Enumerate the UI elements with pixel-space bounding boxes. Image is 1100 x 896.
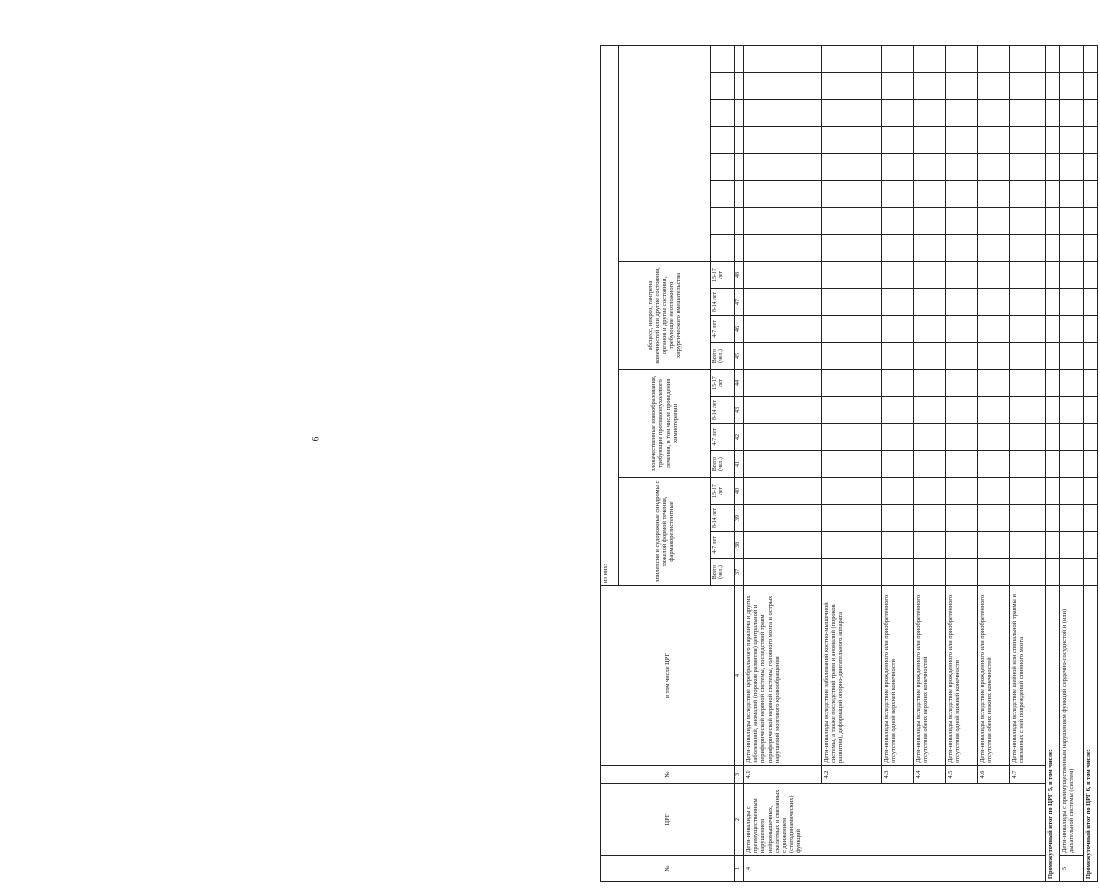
- sub-total: Всего (чел.): [711, 559, 735, 586]
- sub-4-7: 4-7 лет: [711, 316, 735, 343]
- empty-cell: [711, 127, 735, 154]
- sub-4-7: 4-7 лет: [711, 532, 735, 559]
- empty-cell: [914, 397, 946, 424]
- empty-cell: [744, 478, 822, 505]
- empty-cell: [1084, 127, 1098, 154]
- empty-cell: [711, 208, 735, 235]
- col-number: 1: [735, 856, 744, 882]
- empty-cell: [946, 73, 978, 100]
- empty-cell: [711, 154, 735, 181]
- empty-cell: [1084, 235, 1098, 262]
- empty-cell: [978, 559, 1010, 586]
- empty-cell: [1084, 451, 1098, 478]
- header-group-epilepsy: эпилепсия и судорожные синдромы с тяжелой формой течения, фармакорезистентные: [619, 478, 711, 586]
- empty-cell: [882, 73, 914, 100]
- empty-cell: [1046, 45, 1060, 72]
- col-number: 45: [735, 343, 744, 370]
- empty-cell: [744, 73, 822, 100]
- empty-cell: [1060, 100, 1084, 127]
- empty-cell: [946, 370, 978, 397]
- sub-8-14: 8-14 лет: [711, 505, 735, 532]
- empty-cell: [1060, 451, 1084, 478]
- col-number: 46: [735, 316, 744, 343]
- empty-cell: [1010, 289, 1046, 316]
- empty-cell: [914, 73, 946, 100]
- empty-cell: [978, 532, 1010, 559]
- empty-cell: [946, 478, 978, 505]
- empty-cell: [978, 154, 1010, 181]
- row-sub: 4.6: [978, 766, 1010, 784]
- header-crg: ЦРГ: [601, 784, 735, 856]
- empty-cell: [822, 289, 882, 316]
- empty-cell: [946, 451, 978, 478]
- empty-cell: [1060, 370, 1084, 397]
- empty-cell: [1010, 370, 1046, 397]
- empty-cell: [1046, 154, 1060, 181]
- empty-cell: [1010, 127, 1046, 154]
- empty-cell: [1046, 100, 1060, 127]
- empty-cell: [882, 559, 914, 586]
- table-row-5: [1060, 45, 1084, 881]
- empty-cell: [978, 127, 1010, 154]
- row-sub: 4.3: [882, 766, 914, 784]
- empty-cell: [1084, 262, 1098, 289]
- empty-cell: [1060, 262, 1084, 289]
- subtotal-row-6-label: Промежуточный итог по ЦРГ 6, в том числе:: [1084, 586, 1098, 882]
- col-number: 39: [735, 505, 744, 532]
- empty-cell: [1060, 45, 1084, 72]
- empty-cell: [744, 451, 822, 478]
- empty-cell: [1010, 181, 1046, 208]
- row-text: Дети-инвалиды вследствие церебрального паралича и других заболеваний, аномалий (пороков развития) центральной и периферической нервной системы, последствий травм периферической нервной системы, головного мозга и острых нарушений мозгового кровообращения: [744, 586, 822, 766]
- empty-cell: [1010, 100, 1046, 127]
- empty-cell: [1010, 505, 1046, 532]
- empty-cell: [1084, 73, 1098, 100]
- empty-cell: [744, 397, 822, 424]
- empty-cell: [1046, 343, 1060, 370]
- empty-cell: [946, 505, 978, 532]
- empty-cell: [882, 208, 914, 235]
- empty-cell: [914, 370, 946, 397]
- empty-cell: [711, 73, 735, 100]
- empty-cell: [978, 235, 1010, 262]
- empty-cell: [946, 181, 978, 208]
- empty-cell: [946, 45, 978, 72]
- empty-cell: [1046, 289, 1060, 316]
- empty-cell: [1060, 343, 1084, 370]
- col-number: 44: [735, 370, 744, 397]
- empty-cell: [1084, 289, 1098, 316]
- empty-cell: [882, 316, 914, 343]
- empty-cell: [822, 370, 882, 397]
- header-blank: [619, 45, 711, 261]
- header-group-surgery: абсцесс, некроз, гангрена конечностей или другие состояния, органов и другие состояния, требующие неотложного хирургического вмешательства: [619, 262, 711, 370]
- empty-cell: [1060, 424, 1084, 451]
- col-number: 40: [735, 478, 744, 505]
- empty-cell: [1060, 73, 1084, 100]
- empty-cell: [946, 424, 978, 451]
- empty-cell: [1084, 316, 1098, 343]
- row-crg: Дети-инвалиды с преимущественным нарушением функций сердечно-сосудистой и (или) дыхательной системы (систем): [1060, 586, 1084, 856]
- empty-cell: [822, 451, 882, 478]
- empty-cell: [822, 424, 882, 451]
- empty-cell: [1084, 532, 1098, 559]
- empty-cell: [1010, 262, 1046, 289]
- empty-cell: [914, 235, 946, 262]
- header-iz-nih: из них:: [601, 45, 619, 585]
- empty-cell: [1046, 424, 1060, 451]
- empty-cell: [1046, 532, 1060, 559]
- header-group-oncology: злокачественные новообразования, требующие противоопухолевого лечения, в том числе проведения химиотерапии: [619, 370, 711, 478]
- empty-cell: [822, 127, 882, 154]
- table-row: [914, 45, 946, 881]
- empty-cell: [1060, 235, 1084, 262]
- empty-cell: [735, 127, 744, 154]
- col-number: 47: [735, 289, 744, 316]
- empty-cell: [882, 262, 914, 289]
- empty-cell: [822, 559, 882, 586]
- empty-cell: [978, 100, 1010, 127]
- empty-cell: [1010, 235, 1046, 262]
- empty-cell: [946, 235, 978, 262]
- row-crg: Дети-инвалиды с преимущественным нарушением нейромышечных, скелетных и связанных с движением (статодинамических) функций: [744, 784, 1046, 856]
- empty-cell: [1084, 370, 1098, 397]
- row-text: Дети-инвалиды вследствие врожденного или приобретенного отсутствия одной верхней конечности: [882, 586, 914, 766]
- empty-cell: [882, 424, 914, 451]
- empty-cell: [914, 127, 946, 154]
- empty-cell: [946, 100, 978, 127]
- empty-cell: [1060, 208, 1084, 235]
- empty-cell: [882, 127, 914, 154]
- empty-cell: [1060, 559, 1084, 586]
- empty-cell: [1084, 478, 1098, 505]
- subtotal-row-5: [1046, 45, 1060, 881]
- empty-cell: [882, 343, 914, 370]
- empty-cell: [978, 262, 1010, 289]
- empty-cell: [978, 289, 1010, 316]
- empty-cell: [1060, 397, 1084, 424]
- empty-cell: [1010, 316, 1046, 343]
- empty-cell: [914, 559, 946, 586]
- empty-cell: [744, 424, 822, 451]
- empty-cell: [978, 343, 1010, 370]
- table-row: [882, 45, 914, 881]
- empty-cell: [1010, 45, 1046, 72]
- empty-cell: [882, 532, 914, 559]
- empty-cell: [822, 73, 882, 100]
- empty-cell: [1010, 478, 1046, 505]
- empty-cell: [914, 505, 946, 532]
- table-row: [946, 45, 978, 881]
- empty-cell: [735, 181, 744, 208]
- empty-cell: [946, 343, 978, 370]
- empty-cell: [744, 316, 822, 343]
- empty-cell: [711, 100, 735, 127]
- empty-cell: [711, 45, 735, 72]
- col-number: 38: [735, 532, 744, 559]
- empty-cell: [978, 45, 1010, 72]
- empty-cell: [1060, 127, 1084, 154]
- empty-cell: [978, 316, 1010, 343]
- empty-cell: [822, 262, 882, 289]
- empty-cell: [711, 181, 735, 208]
- sub-total: Всего (чел.): [711, 343, 735, 370]
- empty-cell: [744, 343, 822, 370]
- empty-cell: [914, 45, 946, 72]
- table-row: [822, 45, 882, 881]
- empty-cell: [1084, 45, 1098, 72]
- empty-cell: [978, 181, 1010, 208]
- empty-cell: [822, 505, 882, 532]
- col-number: 2: [735, 784, 744, 856]
- col-number: 42: [735, 424, 744, 451]
- empty-cell: [882, 397, 914, 424]
- empty-cell: [822, 235, 882, 262]
- empty-cell: [882, 181, 914, 208]
- empty-cell: [744, 262, 822, 289]
- empty-cell: [822, 397, 882, 424]
- empty-cell: [1060, 505, 1084, 532]
- empty-cell: [1084, 100, 1098, 127]
- empty-cell: [1046, 208, 1060, 235]
- empty-cell: [1046, 370, 1060, 397]
- empty-cell: [914, 343, 946, 370]
- row-sub: 4.1: [744, 766, 822, 784]
- empty-cell: [744, 532, 822, 559]
- empty-cell: [822, 316, 882, 343]
- empty-cell: [744, 127, 822, 154]
- empty-cell: [946, 532, 978, 559]
- empty-cell: [744, 181, 822, 208]
- empty-cell: [1010, 343, 1046, 370]
- row-sub: 4.7: [1010, 766, 1046, 784]
- sub-8-14: 8-14 лет: [711, 289, 735, 316]
- empty-cell: [744, 154, 822, 181]
- empty-cell: [744, 505, 822, 532]
- empty-cell: [978, 424, 1010, 451]
- empty-cell: [1046, 316, 1060, 343]
- empty-cell: [1046, 451, 1060, 478]
- empty-cell: [946, 127, 978, 154]
- empty-cell: [946, 154, 978, 181]
- empty-cell: [1084, 181, 1098, 208]
- col-number: 43: [735, 397, 744, 424]
- empty-cell: [1046, 397, 1060, 424]
- statistics-table: [600, 45, 1098, 882]
- empty-cell: [914, 532, 946, 559]
- empty-cell: [1084, 343, 1098, 370]
- row-text: Дети-инвалиды вследствие шейной или спинальной травмы и связанных с ней повреждений спинного мозга: [1010, 586, 1046, 766]
- empty-cell: [1084, 505, 1098, 532]
- empty-cell: [978, 478, 1010, 505]
- empty-cell: [978, 208, 1010, 235]
- empty-cell: [735, 45, 744, 72]
- empty-cell: [882, 235, 914, 262]
- empty-cell: [882, 154, 914, 181]
- empty-cell: [1060, 154, 1084, 181]
- empty-cell: [1010, 397, 1046, 424]
- empty-cell: [946, 289, 978, 316]
- empty-cell: [744, 100, 822, 127]
- page-number: 6: [310, 436, 321, 442]
- empty-cell: [822, 478, 882, 505]
- row-sub: 4.2: [822, 766, 882, 784]
- empty-cell: [735, 208, 744, 235]
- empty-cell: [914, 316, 946, 343]
- row-text: Дети-инвалиды вследствие врожденного или приобретенного отсутствия обеих верхних конечностей: [914, 586, 946, 766]
- empty-cell: [744, 559, 822, 586]
- empty-cell: [914, 208, 946, 235]
- empty-cell: [978, 73, 1010, 100]
- empty-cell: [914, 289, 946, 316]
- empty-cell: [744, 208, 822, 235]
- header-no: №: [601, 856, 735, 882]
- empty-cell: [1084, 154, 1098, 181]
- table-row: [1010, 45, 1046, 881]
- row-text: Дети-инвалиды вследствие заболеваний костно-мышечной системы, а также последствий травм и аномалий (пороков развития), деформаций опорно-двигательного аппарата: [822, 586, 882, 766]
- empty-cell: [1046, 262, 1060, 289]
- row-no: 4: [744, 856, 1046, 882]
- row-sub: 4.5: [946, 766, 978, 784]
- table-row: [978, 45, 1010, 881]
- col-number: 48: [735, 262, 744, 289]
- empty-cell: [1046, 235, 1060, 262]
- empty-cell: [735, 100, 744, 127]
- empty-cell: [882, 505, 914, 532]
- empty-cell: [882, 478, 914, 505]
- empty-cell: [822, 208, 882, 235]
- sub-15-17: 15-17 лет: [711, 478, 735, 505]
- empty-cell: [946, 208, 978, 235]
- empty-cell: [822, 154, 882, 181]
- header-no2: №: [601, 766, 735, 784]
- empty-cell: [914, 154, 946, 181]
- empty-cell: [978, 397, 1010, 424]
- empty-cell: [978, 505, 1010, 532]
- empty-cell: [914, 478, 946, 505]
- col-number: 41: [735, 451, 744, 478]
- empty-cell: [1046, 73, 1060, 100]
- col-number: 3: [735, 766, 744, 784]
- sub-total: Всего (чел.): [711, 451, 735, 478]
- empty-cell: [1060, 478, 1084, 505]
- empty-cell: [1046, 127, 1060, 154]
- row-sub: 4.4: [914, 766, 946, 784]
- empty-cell: [882, 370, 914, 397]
- empty-cell: [1010, 73, 1046, 100]
- empty-cell: [882, 45, 914, 72]
- empty-cell: [744, 45, 822, 72]
- empty-cell: [882, 289, 914, 316]
- sub-8-14: 8-14 лет: [711, 397, 735, 424]
- empty-cell: [946, 397, 978, 424]
- empty-cell: [914, 262, 946, 289]
- empty-cell: [914, 424, 946, 451]
- col-number: 4: [735, 586, 744, 766]
- empty-cell: [744, 235, 822, 262]
- empty-cell: [1060, 532, 1084, 559]
- table-row: [744, 45, 822, 881]
- empty-cell: [978, 451, 1010, 478]
- empty-cell: [978, 370, 1010, 397]
- empty-cell: [1010, 532, 1046, 559]
- subtotal-row-6: [1084, 45, 1098, 881]
- empty-cell: [1084, 559, 1098, 586]
- empty-cell: [1046, 559, 1060, 586]
- empty-cell: [946, 316, 978, 343]
- subtotal-row-5-label: Промежуточный итог по ЦРГ 5, в том числе:: [1046, 586, 1060, 882]
- row-text: Дети-инвалиды вследствие врожденного или приобретенного отсутствия одной нижней конечности: [946, 586, 978, 766]
- row-no: 5: [1060, 856, 1084, 882]
- empty-cell: [1046, 505, 1060, 532]
- empty-cell: [946, 262, 978, 289]
- empty-cell: [735, 73, 744, 100]
- empty-cell: [1046, 181, 1060, 208]
- empty-cell: [1046, 478, 1060, 505]
- sub-15-17: 15-17 лет: [711, 370, 735, 397]
- empty-cell: [1010, 154, 1046, 181]
- empty-cell: [735, 154, 744, 181]
- empty-cell: [822, 181, 882, 208]
- empty-cell: [1084, 424, 1098, 451]
- empty-cell: [822, 45, 882, 72]
- empty-cell: [914, 181, 946, 208]
- rotated-table-sheet: [600, 0, 1100, 882]
- empty-cell: [1084, 208, 1098, 235]
- empty-cell: [882, 100, 914, 127]
- empty-cell: [1010, 451, 1046, 478]
- empty-cell: [946, 559, 978, 586]
- empty-cell: [1010, 208, 1046, 235]
- row-text: Дети-инвалиды вследствие врожденного или приобретенного отсутствия обеих нижних конечностей: [978, 586, 1010, 766]
- empty-cell: [711, 235, 735, 262]
- empty-cell: [914, 451, 946, 478]
- empty-cell: [1084, 397, 1098, 424]
- empty-cell: [822, 532, 882, 559]
- empty-cell: [1010, 424, 1046, 451]
- empty-cell: [822, 343, 882, 370]
- empty-cell: [882, 451, 914, 478]
- sub-4-7: 4-7 лет: [711, 424, 735, 451]
- empty-cell: [1060, 289, 1084, 316]
- empty-cell: [744, 289, 822, 316]
- empty-cell: [1010, 559, 1046, 586]
- empty-cell: [1060, 181, 1084, 208]
- col-number: 37: [735, 559, 744, 586]
- empty-cell: [744, 370, 822, 397]
- empty-cell: [822, 100, 882, 127]
- empty-cell: [735, 235, 744, 262]
- empty-cell: [1060, 316, 1084, 343]
- empty-cell: [914, 100, 946, 127]
- sub-15-17: 15-17 лет: [711, 262, 735, 289]
- header-including-crg: в том числе ЦРГ: [601, 586, 735, 766]
